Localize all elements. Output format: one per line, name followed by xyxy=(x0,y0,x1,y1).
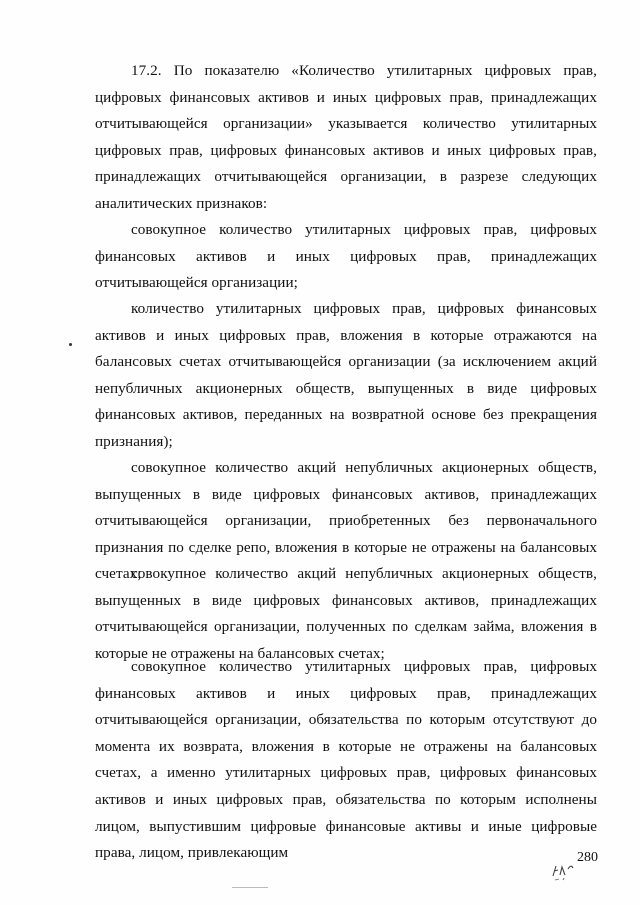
page-number: 280 xyxy=(577,850,598,865)
paragraph-17-2-intro: 17.2. По показателю «Количество утилитарных цифровых прав, цифровых финансовых активов и иных цифровых прав, принадлежащих отчитывающейся организации» указывается количество утилитарных цифровых прав, цифровых финансовых активов и иных цифровых прав, принадлежащих отчитывающейся организации, в разрезе следующих аналитических признаков: xyxy=(95,62,597,212)
paragraph-loan-shares: совокупное количество акций непубличных акционерных обществ, выпущенных в виде цифровых финансовых активов, принадлежащих отчитывающейся организации, полученных по сделкам займа, вложения в которые не отражены на балансовых счетах; xyxy=(95,565,597,662)
paragraph-balance-accounts: количество утилитарных цифровых прав, цифровых финансовых активов и иных цифровых прав, вложения в которые отражаются на балансовых счетах отчитывающейся организации (за исключением акций непубличных акционерных обществ, выпущенных в виде цифровых финансовых активов, переданных на возвратной основе без прекращения признания); xyxy=(95,300,597,450)
scan-speck xyxy=(69,343,72,346)
bottom-divider xyxy=(232,887,268,888)
paragraph-total-count: совокупное количество утилитарных цифровых прав, цифровых финансовых активов и иных цифровых прав, принадлежащих отчитывающейся организации; xyxy=(95,221,597,292)
paragraph-no-obligations: совокупное количество утилитарных цифровых прав, цифровых финансовых активов и иных цифровых прав, принадлежащих отчитывающейся организации, обязательства по которым отсутствуют до момента их возврата, вложения в которые не отражены на балансовых счетах, а именно утилитарных цифровых прав, цифровых финансовых активов и иных цифровых прав, обязательства по которым исполнены лицом, выпустившим цифровые финансовые активы и иные цифровые права, лицом, привлекающим xyxy=(95,658,597,862)
paragraph-repo-shares: совокупное количество акций непубличных акционерных обществ, выпущенных в виде цифровых финансовых активов, принадлежащих отчитывающейся организации, приобретенных без первоначального признания по сделке репо, вложения в которые не отражены на балансовых счетах; xyxy=(95,459,597,583)
